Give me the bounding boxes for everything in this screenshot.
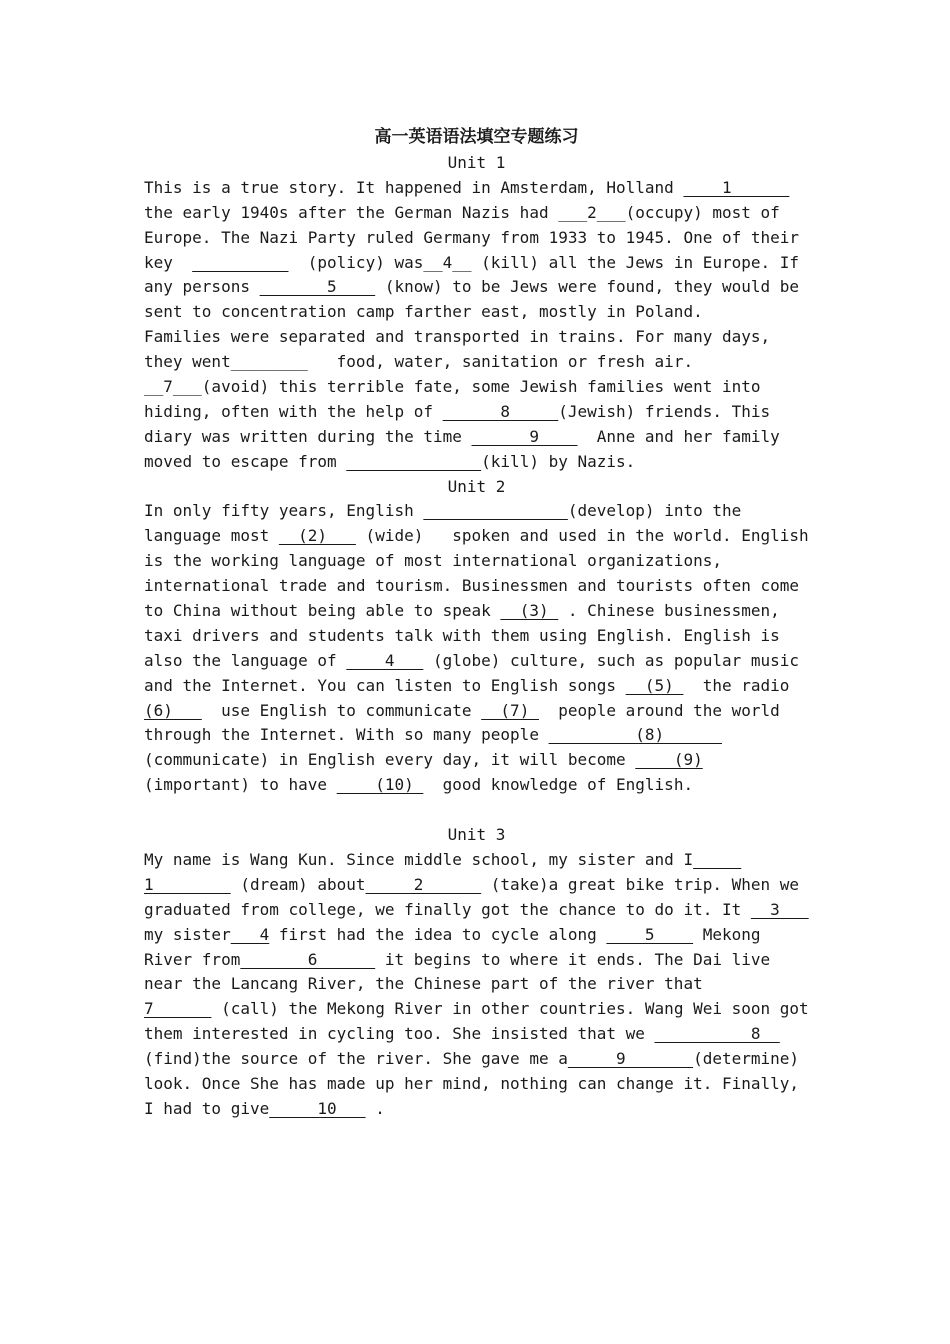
passage-line (144, 599, 809, 624)
answer-blank: (8) (548, 725, 722, 745)
passage-text: Mekong (693, 924, 761, 944)
section-spacer (144, 798, 809, 823)
passage-line (144, 898, 809, 923)
answer-blank: 5 (606, 924, 694, 944)
passage-line (144, 275, 809, 300)
passage-text: through the Internet. With so many people (144, 725, 549, 745)
passage-text: (occupy) most of (625, 202, 780, 222)
unit-heading: Unit 2 (447, 476, 506, 496)
passage-line (144, 773, 809, 798)
answer-blank: 5 (259, 277, 376, 297)
unit-section-1 (144, 151, 809, 475)
passage-line (144, 375, 809, 400)
passage-line (144, 923, 809, 948)
passage-text: taxi drivers and students talk with them using English. English is (144, 625, 780, 645)
passage-text: River from (144, 949, 241, 969)
passage-text: (avoid) this terrible fate, some Jewish families went into (201, 377, 761, 397)
answer-blank: 4 (230, 924, 270, 944)
answer-blank: (9) (635, 750, 703, 770)
passage-text: (Jewish) friends. This (558, 401, 771, 421)
passage-line (144, 1047, 809, 1072)
passage-text: (know) to be Jews were found, they would be (375, 277, 800, 297)
answer-blank: 9 (471, 426, 578, 446)
passage-line (144, 400, 809, 425)
answer-blank (423, 501, 568, 520)
unit-section-3 (144, 798, 809, 1122)
answer-blank: 1 (683, 177, 790, 197)
passage-text: they went (144, 352, 231, 372)
passage-line (144, 201, 809, 226)
passage-text: look. Once She has made up her mind, nothing can change it. Finally, (144, 1073, 800, 1093)
passage-text: I had to give (144, 1098, 270, 1118)
answer-blank (192, 253, 288, 272)
passage-line (144, 524, 809, 549)
passage-line (144, 649, 809, 674)
passage-text: any persons (144, 277, 260, 297)
answer-blank: (5) (625, 675, 684, 695)
passage-line (144, 549, 809, 574)
passage-line (144, 674, 809, 699)
passage-line (144, 499, 809, 524)
answer-blank: 6 (240, 949, 376, 969)
passage-line (144, 425, 809, 450)
answer-blank (693, 850, 741, 869)
passage-text: and the Internet. You can listen to English songs (144, 675, 626, 695)
worksheet-page (144, 124, 809, 1122)
passage-line (144, 176, 809, 201)
passage-text: food, water, sanitation or fresh air. (307, 352, 694, 372)
passage-line (144, 1097, 809, 1122)
passage-text: (call) the Mekong River in other countries. Wang Wei soon got (211, 999, 809, 1019)
passage-text: the early 1940s after the German Nazis had (144, 202, 559, 222)
passage-text: Europe. The Nazi Party ruled Germany from 1933 to 1945. One of their (144, 227, 800, 247)
passage-text: good knowledge of English. (423, 775, 694, 795)
passage-text: to China without being able to speak (144, 601, 501, 621)
passage-text: . (365, 1098, 385, 1118)
passage-text: (policy) was (288, 252, 424, 272)
answer-blank: 8 (442, 401, 559, 421)
passage-text: key (144, 252, 193, 272)
answer-blank: (6) (144, 700, 202, 720)
passage-line (144, 848, 809, 873)
answer-blank: 9 (567, 1049, 694, 1069)
passage-text: moved to escape from (144, 451, 347, 471)
passage-text: In only fifty years, English (144, 501, 424, 521)
answer-blank (346, 452, 481, 471)
passage-text: diary was written during the time (144, 426, 472, 446)
unit-section-2 (144, 475, 809, 799)
unit-heading: Unit 3 (447, 825, 506, 845)
passage-text: My name is Wang Kun. Since middle school, my sister and I (144, 849, 694, 869)
passage-line (144, 997, 809, 1022)
passage-text: sent to concentration camp farther east, mostly in Poland. (144, 302, 703, 322)
passage-text: international trade and tourism. Businessmen and tourists often come (144, 576, 800, 596)
answer-blank: 8 (654, 1024, 780, 1044)
passage-line (144, 873, 809, 898)
answer-blank: 10 (269, 1098, 366, 1118)
passage-text: (find)the source of the river. She gave me a (144, 1049, 568, 1069)
passage-text: (take)a great bike trip. When we (481, 874, 800, 894)
passage-line (144, 972, 809, 997)
answer-blank: 7 (144, 999, 212, 1019)
passage-line (144, 624, 809, 649)
passage-line (144, 450, 809, 475)
passage-line (144, 748, 809, 773)
passage-line (144, 699, 809, 724)
passage-text: (dream) about (230, 874, 366, 894)
passage-text: the radio (683, 675, 790, 695)
passage-text: __7___ (144, 377, 202, 397)
passage-text: (kill) all the Jews in Europe. If (471, 252, 800, 272)
passage-line (144, 300, 809, 325)
passage-line (144, 574, 809, 599)
passage-text: hiding, often with the help of (144, 401, 443, 421)
passage-text: ___2___ (558, 202, 626, 222)
passage-line (144, 1022, 809, 1047)
passage-text: ________ (230, 352, 308, 372)
passage-text: people around the world (538, 700, 780, 720)
passage-text: This is a true story. It happened in Amsterdam, Holland (144, 177, 684, 197)
passage-text: (kill) by Nazis. (481, 451, 636, 471)
passage-line (144, 226, 809, 251)
passage-text: use English to communicate (201, 700, 482, 720)
passage-text: is the working language of most international organizations, (144, 551, 722, 571)
passage-text: also the language of (144, 650, 347, 670)
unit-heading: Unit 1 (447, 153, 506, 172)
units-container (144, 151, 809, 1122)
passage-text: (important) to have (144, 775, 337, 795)
passage-text: (determine) (693, 1049, 800, 1069)
answer-blank: 1 (144, 874, 231, 894)
answer-blank: 2 (365, 874, 482, 894)
answer-blank: 3 (750, 899, 809, 919)
passage-line (144, 325, 809, 350)
answer-blank: (10) (336, 775, 424, 795)
passage-line (144, 948, 809, 973)
answer-blank: 4 (346, 650, 424, 670)
passage-text: (globe) culture, such as popular music (423, 650, 800, 670)
passage-text: Families were separated and transported in trains. For many days, (144, 327, 771, 347)
passage-text: it begins to where it ends. The Dai live (375, 949, 771, 969)
answer-blank: (2) (278, 526, 356, 546)
answer-blank: (7) (481, 700, 539, 720)
passage-line (144, 251, 809, 276)
passage-text: first had the idea to cycle along (269, 924, 607, 944)
passage-text: them interested in cycling too. She insisted that we (144, 1024, 655, 1044)
passage-text: __4__ (423, 252, 472, 272)
passage-text: language most (144, 526, 279, 546)
passage-text: near the Lancang River, the Chinese part of the river that (144, 974, 703, 994)
passage-line (144, 350, 809, 375)
passage-line (144, 1072, 809, 1097)
passage-line (144, 723, 809, 748)
passage-text: (communicate) in English every day, it will become (144, 750, 636, 770)
passage-text: my sister (144, 924, 231, 944)
passage-text: (wide) spoken and used in the world. English (355, 526, 809, 546)
page-title: 高一英语语法填空专题练习 (374, 127, 579, 147)
passage-text: Anne and her family (577, 426, 780, 446)
passage-text: graduated from college, we finally got the chance to do it. It (144, 899, 751, 919)
passage-text: (develop) into the (567, 501, 742, 521)
answer-blank: (3) (500, 601, 559, 621)
passage-text: . Chinese businessmen, (558, 601, 780, 621)
